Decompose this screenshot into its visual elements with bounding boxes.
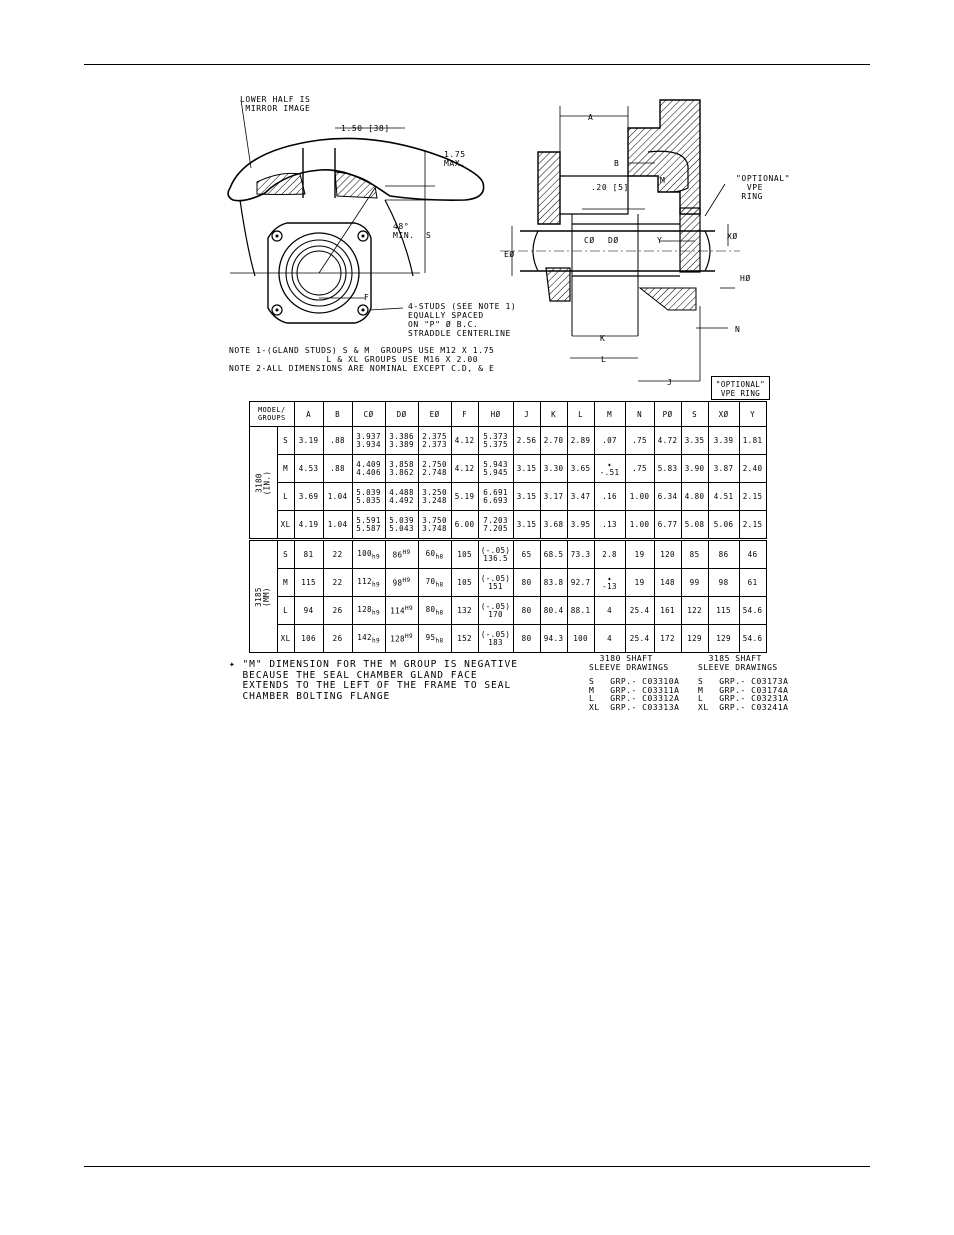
mm-cell-p: 161 — [654, 597, 681, 625]
mm-cell-x: 98 — [708, 569, 739, 597]
in-cell-k: 3.17 — [540, 483, 567, 511]
in-cell-l: 3.47 — [567, 483, 594, 511]
sleeve-3180-title: 3180 SHAFT SLEEVE DRAWINGS — [589, 654, 669, 672]
in-cell-h: 7.203 7.205 — [478, 511, 513, 540]
mm-row-s — [250, 540, 767, 569]
in-row-s — [250, 427, 767, 455]
mm-cell-e: $60_{h8}$ — [418, 540, 451, 569]
in-row-m — [250, 455, 767, 483]
mm-cell-j: 80 — [513, 597, 540, 625]
in-cell-l: 2.89 — [567, 427, 594, 455]
dim-j-label: J — [667, 378, 673, 387]
mm-cell-p: 148 — [654, 569, 681, 597]
mm-row-l — [250, 597, 767, 625]
in-cell-s: 3.35 — [681, 427, 708, 455]
mm-cell-b: 26 — [323, 625, 352, 653]
mm-cell-h: (-.05) 136.5 — [478, 540, 513, 569]
sleeve-3185-items: S GRP.- C03173A M GRP.- C03174A L GRP.- C03231A XL GRP.- C03241A — [698, 677, 789, 712]
footnote: ✦ "M" DIMENSION FOR THE M GROUP IS NEGATIVE BECAUSE THE SEAL CHAMBER GLAND FACE EXTENDS TO THE LEFT OF THE FRAME TO SEAL CHAMBER BOLTING FLANGE — [229, 659, 518, 702]
header-m: M — [594, 402, 625, 427]
in-cell-e: 2.750 2.748 — [418, 455, 451, 483]
mm-cell-y: 46 — [739, 540, 766, 569]
header-d: DØ — [385, 402, 418, 427]
dim-m-label: M — [660, 176, 666, 185]
in-cell-h: 5.373 5.375 — [478, 427, 513, 455]
in-cell-b: 1.04 — [323, 511, 352, 540]
in-row-l — [250, 483, 767, 511]
in-cell-l: 3.95 — [567, 511, 594, 540]
header-a: A — [294, 402, 323, 427]
mm-cell-d: $114^{H9}$ — [385, 597, 418, 625]
mm-cell-a: 81 — [294, 540, 323, 569]
seal-chamber-section-drawing — [500, 96, 770, 386]
header-model-groups: MODEL/ GROUPS — [250, 402, 295, 427]
mm-cell-h: (-.05) 170 — [478, 597, 513, 625]
in-cell-l: 3.65 — [567, 455, 594, 483]
in-cell-x: 3.87 — [708, 455, 739, 483]
dim-s-label: S — [426, 231, 432, 240]
mm-cell-k: 80.4 — [540, 597, 567, 625]
mm-cell-e: $70_{h8}$ — [418, 569, 451, 597]
note-2: NOTE 2-ALL DIMENSIONS ARE NOMINAL EXCEPT C.D, & E — [229, 364, 495, 373]
mm-cell-j: 80 — [513, 625, 540, 653]
mm-cell-h: (-.05) 151 — [478, 569, 513, 597]
mm-cell-f: 105 — [451, 569, 478, 597]
mm-cell-e: $80_{h8}$ — [418, 597, 451, 625]
in-cell-x: 5.06 — [708, 511, 739, 540]
mm-cell-f: 132 — [451, 597, 478, 625]
dim-x-label: XØ — [727, 232, 738, 241]
in-cell-k: 3.30 — [540, 455, 567, 483]
in-cell-n: 1.00 — [625, 483, 654, 511]
in-cell-m: .16 — [594, 483, 625, 511]
mm-cell-c: $128_{h9}$ — [352, 597, 385, 625]
dim-k-label: K — [600, 334, 606, 343]
mm-cell-a: 94 — [294, 597, 323, 625]
mm-cell-d: $86^{H9}$ — [385, 540, 418, 569]
in-cell-f: 4.12 — [451, 455, 478, 483]
mm-cell-l: 73.3 — [567, 540, 594, 569]
mm-cell-s: 85 — [681, 540, 708, 569]
mm-cell-d: $98^{H9}$ — [385, 569, 418, 597]
top-rule — [84, 64, 870, 65]
mm-cell-k: 68.5 — [540, 540, 567, 569]
studs-label: 4-STUDS (SEE NOTE 1) EQUALLY SPACED ON "P" Ø B.C. STRADDLE CENTERLINE — [408, 302, 517, 338]
mm-cell-p: 172 — [654, 625, 681, 653]
mm-cell-n: 19 — [625, 540, 654, 569]
in-cell-k: 2.70 — [540, 427, 567, 455]
rows-mm — [250, 540, 767, 653]
table-header-row — [250, 402, 767, 427]
mm-cell-j: 80 — [513, 569, 540, 597]
mm-cell-l: 92.7 — [567, 569, 594, 597]
in-cell-group: M — [277, 455, 294, 483]
mm-cell-j: 65 — [513, 540, 540, 569]
in-cell-y: 2.40 — [739, 455, 766, 483]
mm-cell-n: 25.4 — [625, 597, 654, 625]
in-cell-p: 6.34 — [654, 483, 681, 511]
mm-cell-e: $95_{h8}$ — [418, 625, 451, 653]
mm-row-m — [250, 569, 767, 597]
header-c: CØ — [352, 402, 385, 427]
in-cell-e: 3.250 3.248 — [418, 483, 451, 511]
rows-in — [250, 427, 767, 540]
mm-cell-m: 2.8 — [594, 540, 625, 569]
in-cell-n: 1.00 — [625, 511, 654, 540]
header-y: Y — [739, 402, 766, 427]
in-cell-p: 6.77 — [654, 511, 681, 540]
in-cell-f: 4.12 — [451, 427, 478, 455]
in-cell-y: 2.15 — [739, 483, 766, 511]
in-cell-d: 3.386 3.389 — [385, 427, 418, 455]
in-cell-j: 3.15 — [513, 511, 540, 540]
mm-cell-c: $112_{h9}$ — [352, 569, 385, 597]
in-cell-s: 3.90 — [681, 455, 708, 483]
mm-cell-f: 105 — [451, 540, 478, 569]
in-cell-m: .13 — [594, 511, 625, 540]
in-cell-c: 5.039 5.035 — [352, 483, 385, 511]
in-cell-s: 4.80 — [681, 483, 708, 511]
in-cell-x: 3.39 — [708, 427, 739, 455]
mm-cell-h: (-.05) 183 — [478, 625, 513, 653]
in-cell-h: 6.691 6.693 — [478, 483, 513, 511]
in-cell-m: .07 — [594, 427, 625, 455]
in-cell-y: 1.81 — [739, 427, 766, 455]
mm-cell-d: $128^{H9}$ — [385, 625, 418, 653]
in-cell-p: 4.72 — [654, 427, 681, 455]
in-cell-k: 3.68 — [540, 511, 567, 540]
in-row-xl — [250, 511, 767, 540]
angle-48-label: 48° MIN. — [393, 222, 415, 240]
dim-h-label: HØ — [740, 274, 751, 283]
mm-cell-f: 152 — [451, 625, 478, 653]
mm-cell-y: 54.6 — [739, 597, 766, 625]
header-p: PØ — [654, 402, 681, 427]
mm-cell-n: 25.4 — [625, 625, 654, 653]
dim-f-label: F — [364, 293, 370, 302]
mm-cell-b: 22 — [323, 540, 352, 569]
mm-cell-p: 120 — [654, 540, 681, 569]
in-cell-y: 2.15 — [739, 511, 766, 540]
in-cell-b: 1.04 — [323, 483, 352, 511]
in-cell-d: 4.488 4.492 — [385, 483, 418, 511]
dim-l-label: L — [601, 355, 607, 364]
sleeve-3185-title: 3185 SHAFT SLEEVE DRAWINGS — [698, 654, 778, 672]
sleeve-3180-items: S GRP.- C03310A M GRP.- C03311A L GRP.- C03312A XL GRP.- C03313A — [589, 677, 680, 712]
mm-cell-c: $100_{h9}$ — [352, 540, 385, 569]
mm-cell-a: 106 — [294, 625, 323, 653]
in-cell-b: .88 — [323, 455, 352, 483]
in-cell-group: L — [277, 483, 294, 511]
mm-cell-x: 115 — [708, 597, 739, 625]
mm-cell-group: M — [277, 569, 294, 597]
in-cell-p: 5.83 — [654, 455, 681, 483]
mm-cell-group: XL — [277, 625, 294, 653]
dim-e-label: EØ — [504, 250, 515, 259]
in-cell-f: 6.00 — [451, 511, 478, 540]
mm-cell-k: 94.3 — [540, 625, 567, 653]
in-cell-f: 5.19 — [451, 483, 478, 511]
header-n: N — [625, 402, 654, 427]
mm-cell-l: 100 — [567, 625, 594, 653]
mm-cell-group: L — [277, 597, 294, 625]
in-cell-n: .75 — [625, 427, 654, 455]
dim-c-label: CØ — [584, 236, 595, 245]
header-f: F — [451, 402, 478, 427]
dim-d-label: DØ — [608, 236, 619, 245]
in-cell-group: S — [277, 427, 294, 455]
header-j: J — [513, 402, 540, 427]
mm-cell-s: 99 — [681, 569, 708, 597]
header-e: EØ — [418, 402, 451, 427]
optional-vpe-label: "OPTIONAL" VPE RING — [736, 174, 791, 201]
mm-cell-m: 4 — [594, 597, 625, 625]
lower-half-label: LOWER HALF IS MIRROR IMAGE — [240, 95, 311, 113]
mm-cell-n: 19 — [625, 569, 654, 597]
in-system-label: 3180 (IN.) — [250, 427, 278, 540]
dim-n-label: N — [735, 325, 741, 334]
in-cell-s: 5.08 — [681, 511, 708, 540]
mm-cell-b: 26 — [323, 597, 352, 625]
in-cell-a: 4.53 — [294, 455, 323, 483]
dim-b-label: B — [614, 159, 620, 168]
header-b: B — [323, 402, 352, 427]
dim-a-label: A — [588, 113, 594, 122]
header-k: K — [540, 402, 567, 427]
mm-cell-b: 22 — [323, 569, 352, 597]
in-cell-group: XL — [277, 511, 294, 540]
header-h: HØ — [478, 402, 513, 427]
note-1: NOTE 1-(GLAND STUDS) S & M GROUPS USE M12 X 1.75 L & XL GROUPS USE M16 X 2.00 — [229, 346, 495, 364]
mm-cell-c: $142_{h9}$ — [352, 625, 385, 653]
mm-cell-k: 83.8 — [540, 569, 567, 597]
in-cell-c: 3.937 3.934 — [352, 427, 385, 455]
in-cell-h: 5.943 5.945 — [478, 455, 513, 483]
in-cell-c: 5.591 5.587 — [352, 511, 385, 540]
mm-cell-y: 54.6 — [739, 625, 766, 653]
mm-cell-s: 122 — [681, 597, 708, 625]
in-cell-a: 3.69 — [294, 483, 323, 511]
in-cell-x: 4.51 — [708, 483, 739, 511]
mm-cell-group: S — [277, 540, 294, 569]
in-cell-b: .88 — [323, 427, 352, 455]
header-x: XØ — [708, 402, 739, 427]
in-cell-n: .75 — [625, 455, 654, 483]
mm-cell-m: 4 — [594, 625, 625, 653]
mm-cell-s: 129 — [681, 625, 708, 653]
in-cell-j: 3.15 — [513, 455, 540, 483]
bottom-rule — [84, 1166, 870, 1167]
dimension-table — [249, 401, 767, 653]
header-s: S — [681, 402, 708, 427]
dim-y-label: Y — [657, 236, 663, 245]
in-cell-j: 3.15 — [513, 483, 540, 511]
mm-cell-a: 115 — [294, 569, 323, 597]
mm-cell-y: 61 — [739, 569, 766, 597]
mm-cell-l: 88.1 — [567, 597, 594, 625]
in-cell-d: 3.858 3.862 — [385, 455, 418, 483]
in-cell-m: ✦ -.51 — [594, 455, 625, 483]
mm-cell-x: 86 — [708, 540, 739, 569]
mm-system-label: 3185 (MM) — [250, 540, 278, 653]
dim-1-75-label: 1.75 MAX. — [444, 150, 466, 168]
mm-row-xl — [250, 625, 767, 653]
dim-1-50-label: 1.50 [38] — [341, 124, 390, 133]
optional-vpe-ring-header: "OPTIONAL" VPE RING — [711, 376, 770, 400]
in-cell-d: 5.039 5.043 — [385, 511, 418, 540]
in-cell-c: 4.409 4.406 — [352, 455, 385, 483]
in-cell-e: 3.750 3.748 — [418, 511, 451, 540]
in-cell-a: 3.19 — [294, 427, 323, 455]
dim-20-label: .20 [5] — [591, 183, 629, 192]
in-cell-e: 2.375 2.373 — [418, 427, 451, 455]
mm-cell-m: ✦ -13 — [594, 569, 625, 597]
mm-cell-x: 129 — [708, 625, 739, 653]
header-l: L — [567, 402, 594, 427]
in-cell-j: 2.56 — [513, 427, 540, 455]
in-cell-a: 4.19 — [294, 511, 323, 540]
